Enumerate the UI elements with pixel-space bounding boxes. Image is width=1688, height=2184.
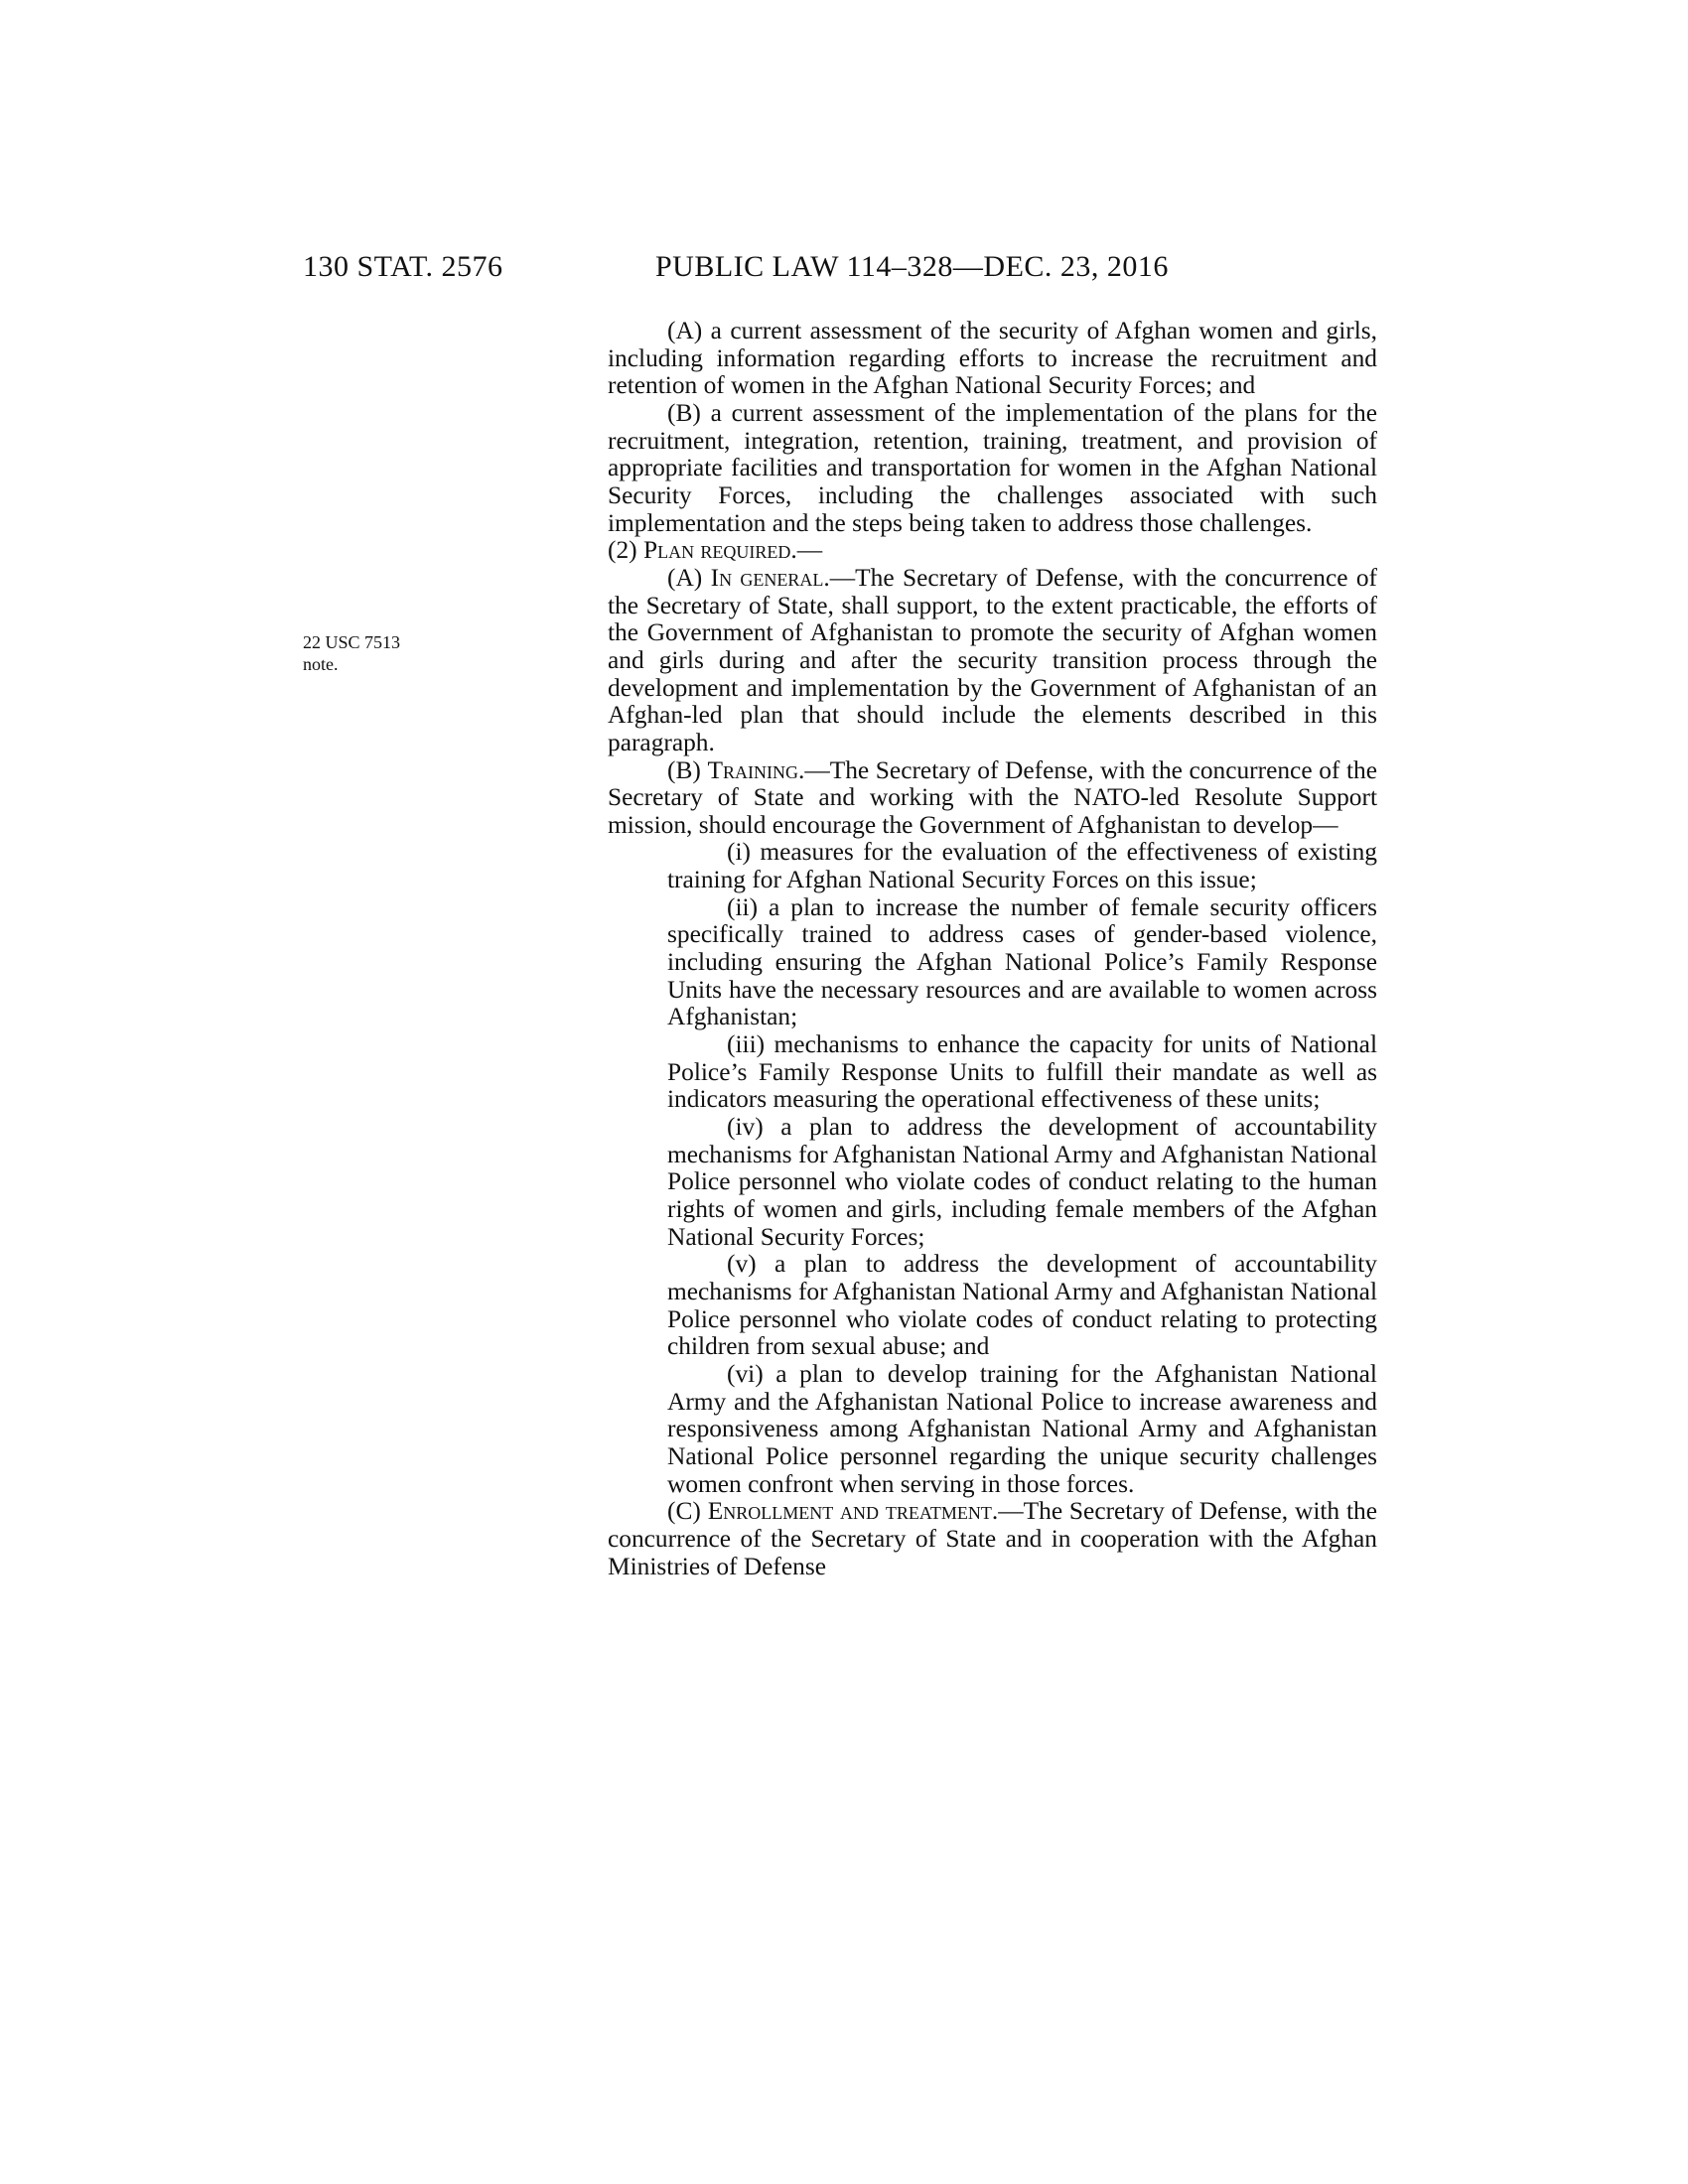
- in-general-heading: In general.: [710, 563, 830, 592]
- plan-required-heading: [608, 537, 1377, 565]
- training-text: —The Secretary of Defense, with the concurrence of the Secretary of State and working with the NATO-led Resolute Support mission, should encourage the Government of Afghanistan to develop—: [608, 755, 1377, 839]
- paragraph-b-assessment-implementation: (B) a current assessment of the implementation of the plans for the recruitment, integration, retention, training, treatment, and provision of appropriate facilities and transportation for women in the Afghan National Security Forces, including the challenges associated with such implementation and the steps being taken to address those challenges.: [608, 398, 1377, 537]
- statute-body: [608, 318, 1377, 1580]
- subparagraph-c-enrollment: [608, 1498, 1377, 1580]
- subparagraph-a-in-general: [608, 565, 1377, 757]
- training-heading: Training.: [707, 755, 805, 784]
- plan-required-number: (2): [608, 536, 643, 565]
- paragraph-a-assessment-security: (A) a current assessment of the security of Afghan women and girls, including information regarding efforts to increase the recruitment and retention of women in the Afghan National Security Forces; and: [608, 317, 1377, 400]
- in-general-text: —The Secretary of Defense, with the concurrence of the Secretary of State, shall support, to the extent practicable, the efforts of the Government of Afghanistan to promote the security of Afghan women and girls during and after the security transition process through the development and implementation by the Government of Afghanistan of an Afghan-led plan that should include the elements described in this paragraph.: [608, 563, 1377, 756]
- usc-citation: 22 USC 7513: [303, 632, 401, 652]
- stat-reference: 130 STAT. 2576: [303, 250, 503, 283]
- enrollment-label: (C): [667, 1497, 708, 1526]
- enrollment-text: —The Secretary of Defense, with the concurrence of the Secretary of State and in cooperation with the Afghan Ministries of Defense: [608, 1497, 1377, 1580]
- clause-v: (v) a plan to address the development of accountability mechanisms for Afghanistan National Army and Afghanistan National Police personnel who violate codes of conduct relating to protecting children from sexual abuse; and: [667, 1250, 1377, 1361]
- clause-iii: (iii) mechanisms to enhance the capacity for units of National Police’s Family Response Units to fulfill their mandate as well as indicators measuring the operational effectiveness of these units;: [667, 1030, 1377, 1114]
- clause-ii: (ii) a plan to increase the number of female security officers specifically trained to address cases of gender-based violence, including ensuring the Afghan National Police’s Family Response Units have the necessary resources and are available to women across Afghanistan;: [667, 892, 1377, 1031]
- clause-iv: (iv) a plan to address the development of accountability mechanisms for Afghanistan National Army and Afghanistan National Police personnel who violate codes of conduct relating to the human rights of women and girls, including female members of the Afghan National Security Forces;: [667, 1113, 1377, 1251]
- enrollment-heading: Enrollment and treatment.: [707, 1497, 999, 1526]
- subparagraph-b-training: [608, 757, 1377, 840]
- training-label: (B): [667, 755, 708, 784]
- citation-suffix: note.: [303, 654, 339, 674]
- clause-i: (i) measures for the evaluation of the effectiveness of existing training for Afghan National Security Forces on this issue;: [667, 838, 1377, 894]
- plan-required-label: Plan required.—: [642, 536, 823, 565]
- margin-citation-note: [303, 631, 400, 675]
- clause-vi: (vi) a plan to develop training for the Afghanistan National Army and the Afghanistan National Police to increase awareness and responsiveness among Afghanistan National Army and Afghanistan National Police personnel regarding the unique security challenges women confront when serving in those forces.: [667, 1359, 1377, 1498]
- in-general-label: (A): [667, 563, 711, 592]
- public-law-title: PUBLIC LAW 114–328—DEC. 23, 2016: [655, 250, 1169, 283]
